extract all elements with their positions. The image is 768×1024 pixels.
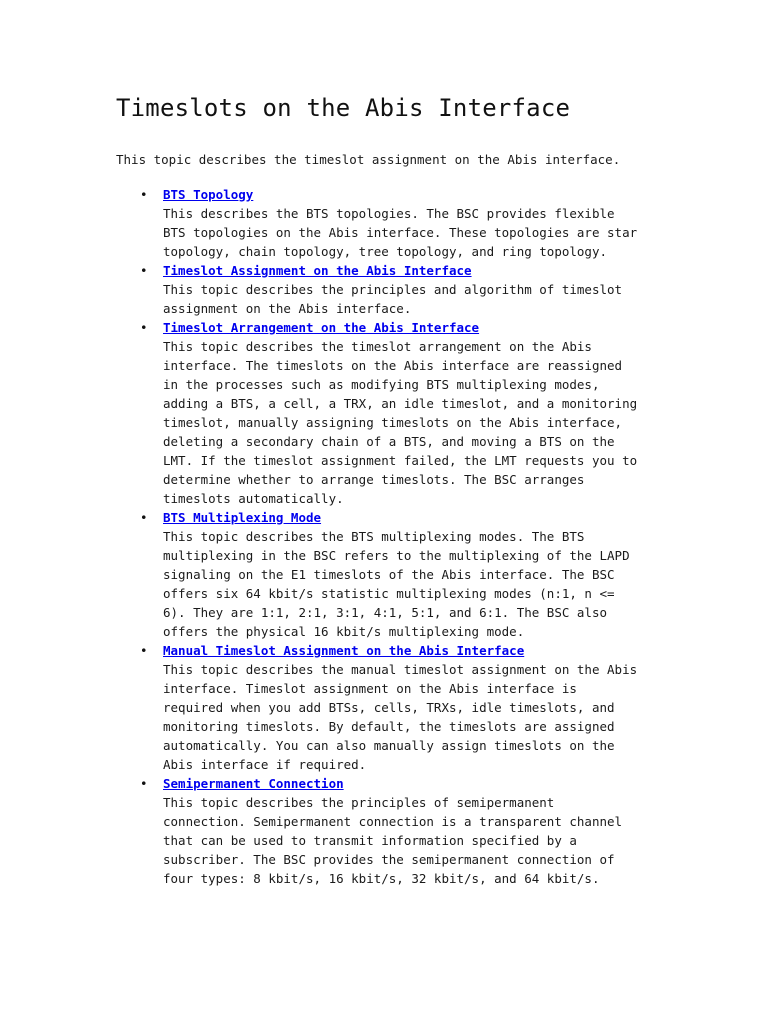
topic-link-manual-timeslot-assignment[interactable]: Manual Timeslot Assignment on the Abis Interface xyxy=(163,643,525,658)
bullet-icon: • xyxy=(140,187,148,202)
topic-link-bts-topology[interactable]: BTS Topology xyxy=(163,187,254,202)
list-item xyxy=(116,508,656,641)
topic-description: This describes the BTS topologies. The BSC provides flexible BTS topologies on the Abis interface. These topologies are star topology, chain topology, tree topology, and ring topology. xyxy=(163,206,638,259)
topic-link-timeslot-arrangement[interactable]: Timeslot Arrangement on the Abis Interface xyxy=(163,320,480,335)
bullet-icon: • xyxy=(140,776,148,791)
topic-description: This topic describes the principles and algorithm of timeslot assignment on the Abis interface. xyxy=(163,282,623,316)
topic-link-timeslot-assignment[interactable]: Timeslot Assignment on the Abis Interface xyxy=(163,263,472,278)
topic-description: This topic describes the timeslot arrangement on the Abis interface. The timeslots on the Abis interface are reassigned in the processes such as modifying BTS multiplexing modes, adding a BTS, a cell, a TRX, an idle timeslot, and a monitoring timeslot, manually assigning timeslots on the Abis interface, deleting a secondary chain of a BTS, and moving a BTS on the LMT. If the timeslot assignment failed, the LMT requests you to determine whether to arrange timeslots. The BSC arranges timeslots automatically. xyxy=(163,339,638,506)
topic-description: This topic describes the manual timeslot assignment on the Abis interface. Timeslot assignment on the Abis interface is required when you add BTSs, cells, TRXs, idle timeslots, and monitoring timeslots. By default, the timeslots are assigned automatically. You can also manually assign timeslots on the Abis interface if required. xyxy=(163,662,638,772)
list-item xyxy=(116,641,656,774)
bullet-icon: • xyxy=(140,263,148,278)
list-item xyxy=(116,185,656,261)
intro-paragraph: This topic describes the timeslot assignment on the Abis interface. xyxy=(116,152,621,167)
page-title: Timeslots on the Abis Interface xyxy=(116,94,571,122)
topic-list xyxy=(116,185,656,888)
topic-description: This topic describes the BTS multiplexing modes. The BTS multiplexing in the BSC refers to the multiplexing of the LAPD signaling on the E1 timeslots of the Abis interface. The BSC offers six 64 kbit/s statistic multiplexing modes (n:1, n <= 6). They are 1:1, 2:1, 3:1, 4:1, 5:1, and 6:1. The BSC also offers the physical 16 kbit/s multiplexing mode. xyxy=(163,529,630,639)
topic-link-bts-multiplexing-mode[interactable]: BTS Multiplexing Mode xyxy=(163,510,322,525)
list-item xyxy=(116,261,656,318)
bullet-icon: • xyxy=(140,320,148,335)
topic-description: This topic describes the principles of semipermanent connection. Semipermanent connection is a transparent channel that can be used to transmit information specified by a subscriber. The BSC provides the semipermanent connection of four types: 8 kbit/s, 16 kbit/s, 32 kbit/s, and 64 kbit/s. xyxy=(163,795,623,886)
topic-link-semipermanent-connection[interactable]: Semipermanent Connection xyxy=(163,776,344,791)
list-item xyxy=(116,774,656,888)
bullet-icon: • xyxy=(140,643,148,658)
bullet-icon: • xyxy=(140,510,148,525)
list-item xyxy=(116,318,656,508)
